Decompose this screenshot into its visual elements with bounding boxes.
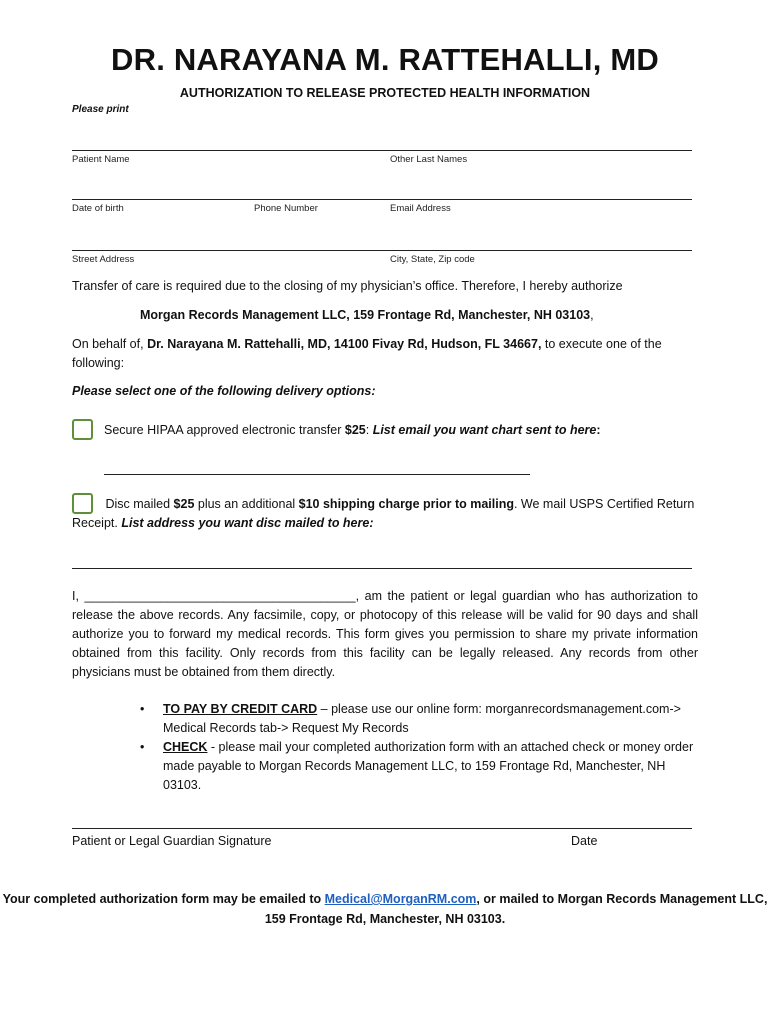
credit-card-text: – please use our online form: morganrecordsmanagement.com-> Medical Records tab-> Request My Records — [163, 702, 681, 735]
street-address-label: Street Address — [72, 254, 135, 265]
recipient-suffix: , — [590, 308, 594, 322]
credit-card-label: TO PAY BY CREDIT CARD — [163, 702, 318, 716]
disc-mailed-option — [72, 495, 702, 533]
delivery-heading: Please select one of the following delivery options: — [72, 384, 376, 398]
bullet-icon: • — [140, 702, 145, 716]
authorization-paragraph — [72, 587, 698, 682]
check-text: - please mail your completed authorization form with an attached check or money order made payable to Morgan Records Management LLC, to 159 Frontage Rd, Manchester, NH 03103. — [163, 740, 694, 792]
disc-mailed-mid: plus an additional — [194, 497, 299, 511]
disc-address-line[interactable] — [72, 568, 692, 569]
footer-note — [0, 889, 770, 929]
authorization-text: , am the patient or legal guardian who has authorization to release the above records. Any facsimile, copy, or photocopy of this release will be valid for 90 days and shall authorize you to forward my medical records. This form gives you permission to share my private information obtained from this facility. Only records from this facility can be legally released. Any records from other physicians must be obtained from them directly. — [72, 589, 698, 679]
email-entry-line[interactable] — [104, 474, 530, 475]
authorization-prefix: I, — [72, 589, 85, 603]
electronic-transfer-end: : — [596, 423, 601, 437]
disc-mailed-text: Disc mailed — [102, 497, 174, 511]
date-of-birth-label: Date of birth — [72, 203, 124, 214]
patient-name-label: Patient Name — [72, 154, 130, 165]
footer-email-link[interactable]: Medical@MorganRM.com — [324, 892, 477, 906]
disc-mailed-rest: . We mail USPS Certified Return Receipt. — [72, 497, 695, 530]
disc-mailed-price: $25 — [173, 497, 195, 511]
address-line[interactable] — [72, 250, 692, 251]
payment-options-list — [138, 700, 698, 795]
electronic-transfer-instruction: List email you want chart sent to here — [372, 423, 597, 437]
please-print-note: Please print — [72, 104, 129, 115]
electronic-transfer-option — [104, 421, 704, 440]
behalf-suffix: to execute one of the following: — [72, 337, 662, 370]
electronic-transfer-text: Secure HIPAA approved electronic transfer — [104, 423, 345, 437]
footer-prefix: Your completed authorization form may be emailed to — [2, 892, 325, 906]
recipient-line — [140, 306, 700, 325]
date-label: Date — [571, 834, 598, 848]
electronic-transfer-price: $25 — [344, 423, 366, 437]
electronic-transfer-checkbox[interactable] — [72, 419, 93, 440]
electronic-transfer-sep: : — [365, 423, 373, 437]
signature-line[interactable] — [72, 828, 692, 829]
email-address-label: Email Address — [390, 203, 451, 214]
other-last-names-label: Other Last Names — [390, 154, 468, 165]
form-subtitle: AUTHORIZATION TO RELEASE PROTECTED HEALTH INFORMATION — [179, 86, 591, 100]
signature-label: Patient or Legal Guardian Signature — [72, 834, 272, 848]
page-title: DR. NARAYANA M. RATTEHALLI, MD — [111, 42, 659, 77]
footer-suffix: , or mailed to Morgan Records Management LLC, 159 Frontage Rd, Manchester, NH 03103. — [264, 892, 768, 926]
behalf-paragraph — [72, 335, 672, 373]
guardian-name-blank[interactable]: _______________________________________ — [84, 589, 356, 603]
disc-mailed-instruction: List address you want disc mailed to here: — [121, 516, 374, 530]
check-payment-item — [138, 738, 698, 795]
city-state-zip-label: City, State, Zip code — [390, 254, 475, 265]
behalf-name: Dr. Narayana M. Rattehalli, MD, 14100 Fivay Rd, Hudson, FL 34667, — [147, 337, 542, 351]
patient-name-line[interactable] — [72, 150, 692, 151]
check-label: CHECK — [163, 740, 208, 754]
dob-phone-email-line[interactable] — [72, 199, 692, 200]
bullet-icon: • — [140, 740, 145, 754]
behalf-prefix: On behalf of, — [72, 337, 148, 351]
credit-card-payment-item — [138, 700, 698, 738]
recipient-name: Morgan Records Management LLC, 159 Frontage Rd, Manchester, NH 03103 — [140, 308, 591, 322]
phone-number-label: Phone Number — [254, 203, 318, 214]
transfer-text: Transfer of care is required due to the closing of my physician’s office. Therefore, I hereby authorize — [72, 279, 623, 293]
disc-shipping-charge: $10 shipping charge prior to mailing — [298, 497, 514, 511]
